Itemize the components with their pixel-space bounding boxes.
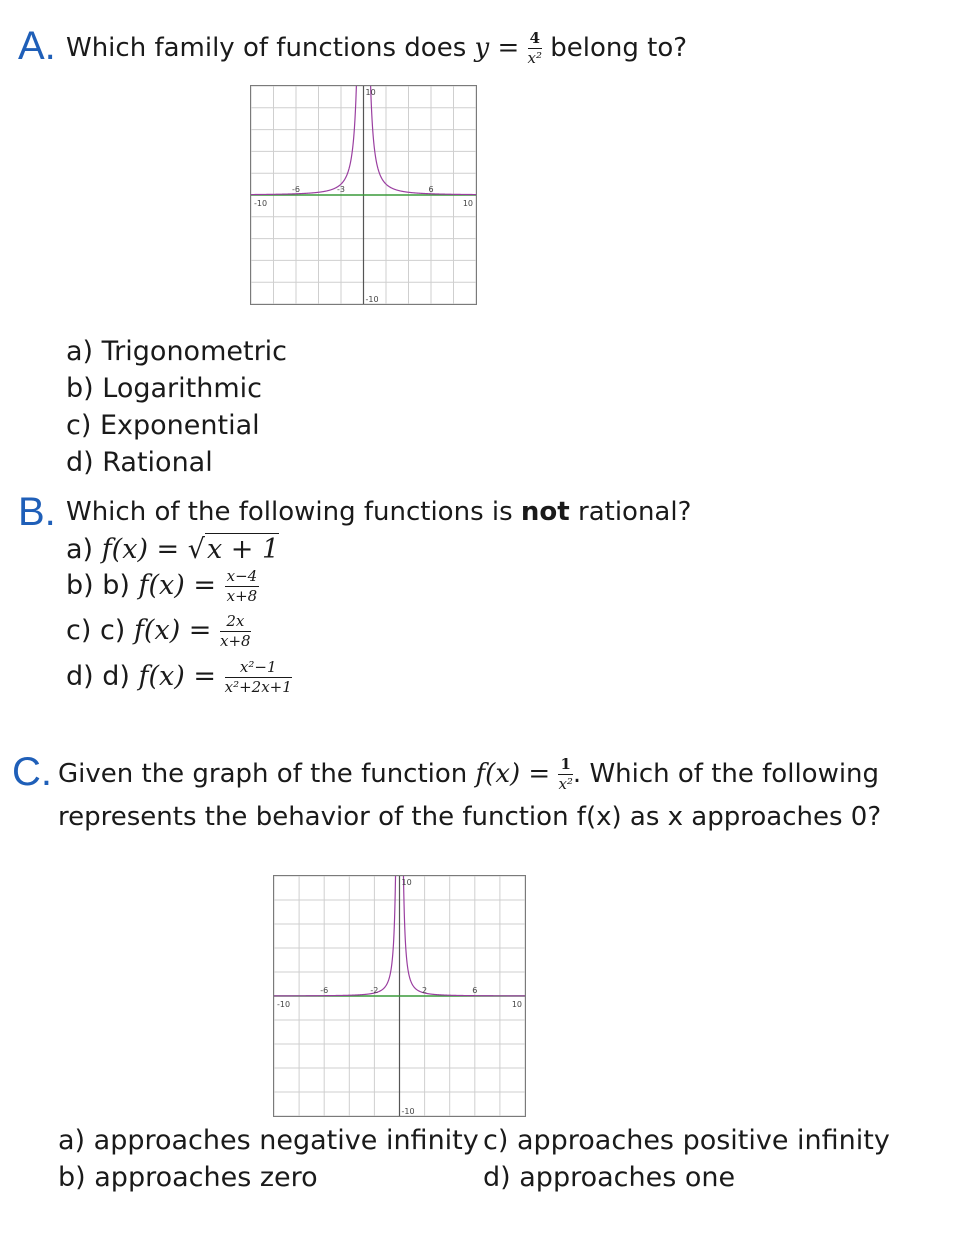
option-prefix: b) b) xyxy=(66,570,130,601)
option-b-4[interactable] xyxy=(66,660,292,695)
option-fn: f(x) = xyxy=(138,661,217,692)
tick-label: -2 xyxy=(370,986,379,995)
tick-label: 2 xyxy=(422,986,428,995)
option-prefix: c) c) xyxy=(66,615,126,646)
question-a-prompt-start: Which family of functions does xyxy=(66,33,467,63)
radicand: x + 1 xyxy=(207,534,280,565)
question-b-prompt xyxy=(66,497,691,527)
fraction-numerator: 2x xyxy=(220,614,251,632)
fraction-numerator: 1 xyxy=(558,757,572,775)
x-min-label: -10 xyxy=(277,1000,291,1009)
question-a-prompt-end: belong to? xyxy=(550,33,688,63)
option-fn: f(x) = xyxy=(138,570,217,601)
option-b-2[interactable] xyxy=(66,569,259,604)
graph-c xyxy=(273,875,526,1117)
tick-label: 6 xyxy=(472,986,478,995)
question-c-prompt xyxy=(58,757,879,792)
option-a-4[interactable]: d) Rational xyxy=(66,447,213,478)
question-a-fn-lhs: y = xyxy=(474,33,520,63)
tick-label: -6 xyxy=(292,185,300,194)
fraction-numerator: x²−1 xyxy=(225,660,292,678)
option-c-2[interactable]: b) approaches zero xyxy=(58,1162,318,1193)
y-min-label: -10 xyxy=(365,295,379,304)
y-max-label: 10 xyxy=(401,878,412,887)
tick-label: 6 xyxy=(428,185,434,194)
tick-label: -3 xyxy=(337,185,345,194)
fraction-denominator: x² xyxy=(558,775,573,793)
option-fraction xyxy=(220,614,251,649)
curve-left-branch xyxy=(274,876,396,996)
y-max-label: 10 xyxy=(365,88,376,97)
question-c-prompt-mid: . Which of the following xyxy=(572,759,880,789)
x-min-label: -10 xyxy=(254,199,268,208)
y-min-label: -10 xyxy=(401,1107,415,1116)
question-letter-b: B. xyxy=(18,490,56,534)
option-a-1[interactable]: a) Trigonometric xyxy=(66,336,288,367)
option-b-1[interactable]: a) f(x) = √x + 1 xyxy=(66,534,280,565)
option-b-3[interactable] xyxy=(66,614,251,649)
option-c-1[interactable]: a) approaches negative infinity xyxy=(58,1125,479,1156)
fraction-numerator: x−4 xyxy=(226,567,258,585)
question-a-fraction xyxy=(528,31,542,66)
x-max-label: 10 xyxy=(511,1000,522,1009)
fraction-denominator: x²+2x+1 xyxy=(224,678,292,696)
question-a-prompt xyxy=(66,31,687,66)
tick-label: -6 xyxy=(320,986,329,995)
question-c-prompt-line2: represents the behavior of the function f(x) as x approaches 0? xyxy=(58,802,882,832)
fraction-denominator: x² xyxy=(527,49,543,67)
fraction-denominator: x+8 xyxy=(226,587,258,605)
option-fn: f(x) = xyxy=(101,534,180,565)
x-max-label: 10 xyxy=(462,199,473,208)
fraction-numerator: 4 xyxy=(528,31,542,49)
option-fraction xyxy=(225,569,260,604)
question-b-prompt-start: Which of the following functions is xyxy=(66,497,513,527)
curve-right-branch xyxy=(403,876,525,996)
question-b-prompt-end: rational? xyxy=(578,497,692,527)
question-letter-c: C. xyxy=(12,750,52,794)
question-c-fraction xyxy=(558,757,572,792)
option-prefix: a) xyxy=(66,534,94,565)
option-a-2[interactable]: b) Logarithmic xyxy=(66,373,262,404)
question-c-fn-lhs: f(x) = xyxy=(475,759,551,789)
question-c-prompt-start: Given the graph of the function xyxy=(58,759,468,789)
option-c-4[interactable]: d) approaches one xyxy=(483,1162,736,1193)
option-a-3[interactable]: c) Exponential xyxy=(66,410,260,441)
question-b-prompt-bold: not xyxy=(520,497,570,527)
graph-a xyxy=(250,85,477,305)
option-c-3[interactable]: c) approaches positive infinity xyxy=(483,1125,890,1156)
option-fraction xyxy=(225,660,292,695)
option-prefix: d) d) xyxy=(66,661,130,692)
question-letter-a: A. xyxy=(18,24,56,68)
fraction-denominator: x+8 xyxy=(220,632,251,650)
option-fn: f(x) = xyxy=(133,615,212,646)
